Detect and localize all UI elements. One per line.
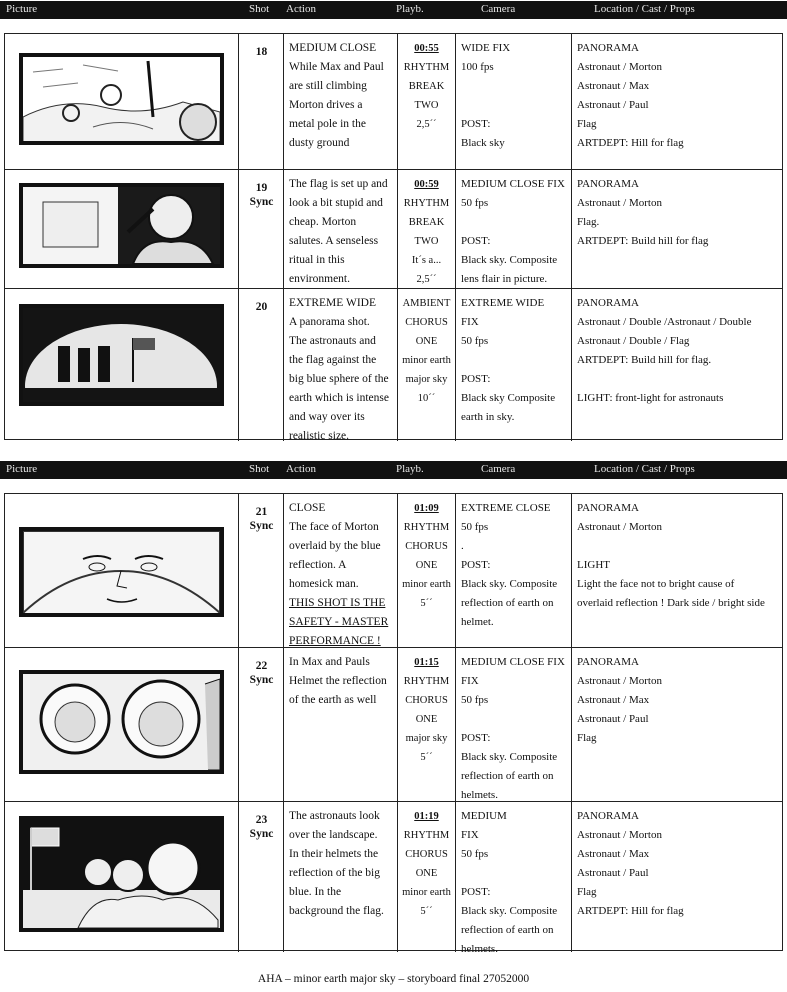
cell-line bbox=[461, 864, 567, 883]
camera-cell bbox=[455, 170, 571, 288]
cell-line bbox=[461, 351, 567, 370]
cell-line: big blue sphere of the bbox=[289, 373, 389, 385]
cell-line: POST: bbox=[461, 732, 491, 744]
shot-row bbox=[5, 34, 782, 169]
cell-line: reflection. A bbox=[289, 559, 347, 571]
cell-line: metal pole in the bbox=[289, 118, 366, 130]
cell-line: ARTDEPT: Hill for flag bbox=[577, 905, 684, 917]
cell-line: FIX bbox=[461, 829, 479, 841]
header-shot: Shot bbox=[249, 3, 270, 15]
cell-line: reflection of the big bbox=[289, 867, 381, 879]
cell-line: Flag bbox=[577, 118, 597, 130]
shot-number: 22 bbox=[255, 660, 268, 672]
header-playback: Playb. bbox=[396, 463, 424, 475]
cell-line: Astronaut / Morton bbox=[577, 829, 662, 841]
cell-line: PANORAMA bbox=[577, 178, 639, 190]
header-camera: Camera bbox=[481, 3, 516, 15]
cell-line: Black sky. Composite bbox=[461, 254, 558, 266]
cell-line: Astronaut / Max bbox=[577, 694, 650, 706]
shot-number: 18 bbox=[255, 46, 268, 58]
cell-line: The astronauts look bbox=[289, 810, 380, 822]
cell-line: PANORAMA bbox=[577, 656, 639, 668]
cell-line: While Max and Paul bbox=[289, 61, 384, 73]
cell-line: Astronaut / Paul bbox=[577, 867, 649, 879]
cell-line: Light the face not to bright cause of bbox=[577, 578, 735, 590]
shot-number-cell bbox=[238, 648, 283, 801]
playback-cell bbox=[397, 34, 455, 169]
cell-line: salutes. A senseless bbox=[289, 235, 379, 247]
cell-line: Astronaut / Morton bbox=[577, 675, 662, 687]
cell-line: ONE bbox=[415, 560, 438, 571]
cell-line: BREAK bbox=[408, 81, 445, 92]
cell-line: CHORUS bbox=[405, 541, 448, 552]
cell-line: realistic size. bbox=[289, 430, 350, 442]
shot-number: 21 bbox=[255, 506, 268, 518]
cell-line: RHYTHM bbox=[403, 522, 450, 533]
cell-line: RHYTHM bbox=[403, 830, 450, 841]
cell-line: POST: bbox=[461, 886, 491, 898]
cell-line: the flag against the bbox=[289, 354, 377, 366]
cell-line: RHYTHM bbox=[403, 62, 450, 73]
cell-line: In their helmets the bbox=[289, 848, 379, 860]
shot-number-cell bbox=[238, 170, 283, 288]
cell-line: helmets. bbox=[461, 943, 498, 955]
cell-line: WIDE FIX bbox=[461, 42, 511, 54]
face-close-up-sketch-icon bbox=[19, 527, 224, 617]
cell-line: blue. In the bbox=[289, 886, 342, 898]
cell-line: helmets. bbox=[461, 789, 498, 801]
cell-line: MEDIUM CLOSE FIX bbox=[461, 656, 565, 668]
cell-line: POST: bbox=[461, 235, 491, 247]
cell-line bbox=[577, 370, 780, 389]
cell-line: 5´´ bbox=[420, 906, 433, 917]
storyboard-section-1 bbox=[4, 33, 783, 440]
cell-line: Black sky. Composite bbox=[461, 905, 558, 917]
cell-line: reflection of earth on bbox=[461, 924, 554, 936]
cell-line: Flag. bbox=[577, 216, 600, 228]
cell-line: Astronaut / Double / Flag bbox=[577, 335, 690, 347]
action-cell bbox=[283, 289, 397, 441]
cell-line: Black sky Composite bbox=[461, 392, 556, 404]
document-footer: AHA – minor earth major sky – storyboard final 27052000 bbox=[257, 973, 530, 985]
sync-label: Sync bbox=[249, 828, 274, 840]
cell-line: BREAK bbox=[408, 217, 445, 228]
picture-cell bbox=[5, 170, 238, 288]
camera-cell bbox=[455, 494, 571, 647]
cell-line: ONE bbox=[415, 868, 438, 879]
cell-line: major sky bbox=[405, 733, 448, 744]
cell-line: EXTREME WIDE bbox=[289, 297, 376, 309]
cell-line: CHORUS bbox=[405, 695, 448, 706]
cell-line: AMBIENT bbox=[402, 298, 451, 309]
cell-line: Astronaut / Double /Astronaut / Double bbox=[577, 316, 752, 328]
cell-line: 10´´ bbox=[417, 393, 436, 404]
cell-line: minor earth bbox=[402, 355, 451, 366]
astronaut-saluting-sketch-icon bbox=[19, 183, 224, 268]
cell-line: major sky bbox=[405, 374, 448, 385]
shot-number: 23 bbox=[255, 814, 268, 826]
picture-cell bbox=[5, 494, 238, 647]
playback-cell bbox=[397, 289, 455, 441]
table-header-1 bbox=[0, 1, 787, 19]
cell-line: EXTREME CLOSE bbox=[461, 502, 551, 514]
cell-line: overlaid by the blue bbox=[289, 540, 381, 552]
cell-line: MEDIUM CLOSE FIX bbox=[461, 178, 565, 190]
location-cast-props-cell bbox=[571, 494, 784, 647]
cell-line bbox=[461, 77, 567, 96]
shot-number: 20 bbox=[255, 301, 268, 313]
cell-line: 2,5´´ bbox=[416, 274, 437, 285]
cell-line: 5´´ bbox=[420, 598, 433, 609]
header-action: Action bbox=[286, 463, 316, 475]
location-cast-props-cell bbox=[571, 802, 784, 952]
action-cell bbox=[283, 648, 397, 801]
header-camera: Camera bbox=[481, 463, 516, 475]
cell-line: It´s a... bbox=[411, 255, 442, 266]
location-cast-props-cell bbox=[571, 170, 784, 288]
header-action: Action bbox=[286, 3, 316, 15]
cell-line: PERFORMANCE ! bbox=[289, 635, 381, 647]
shot-row bbox=[5, 801, 782, 955]
cell-line: RHYTHM bbox=[403, 198, 450, 209]
cell-line: POST: bbox=[461, 118, 491, 130]
cell-line: minor earth bbox=[402, 887, 451, 898]
cell-line: ritual in this bbox=[289, 254, 345, 266]
timecode: 00:59 bbox=[414, 179, 439, 190]
cell-line: 50 fps bbox=[461, 197, 489, 209]
cell-line: over the landscape. bbox=[289, 829, 378, 841]
cell-line: A panorama shot. bbox=[289, 316, 370, 328]
cell-line: LIGHT: front-light for astronauts bbox=[577, 392, 724, 404]
timecode: 00:55 bbox=[414, 43, 439, 54]
cell-line: ONE bbox=[415, 714, 438, 725]
cell-line: TWO bbox=[414, 100, 439, 111]
playback-cell bbox=[397, 170, 455, 288]
three-astronauts-flag-sketch-icon bbox=[19, 816, 224, 932]
cell-line bbox=[461, 96, 567, 115]
header-shot: Shot bbox=[249, 463, 270, 475]
cell-line: minor earth bbox=[402, 579, 451, 590]
shot-row bbox=[5, 169, 782, 288]
playback-cell bbox=[397, 648, 455, 801]
cell-line: Astronaut / Paul bbox=[577, 713, 649, 725]
cell-line: reflection of earth on bbox=[461, 770, 554, 782]
cell-line: SAFETY - MASTER bbox=[289, 616, 389, 628]
cell-line: In Max and Pauls bbox=[289, 656, 370, 668]
shot-row bbox=[5, 647, 782, 801]
cell-line: ARTDEPT: Hill for flag bbox=[577, 137, 684, 149]
action-cell bbox=[283, 494, 397, 647]
cell-line: Flag bbox=[577, 886, 597, 898]
cell-line: lens flair in picture. bbox=[461, 273, 548, 285]
cell-line: CHORUS bbox=[405, 317, 448, 328]
cell-line: Morton drives a bbox=[289, 99, 363, 111]
cell-line: and way over its bbox=[289, 411, 365, 423]
cell-line: FIX bbox=[461, 316, 479, 328]
cell-line: helmet. bbox=[461, 616, 494, 628]
cell-line: look a bit stupid and bbox=[289, 197, 383, 209]
cell-line: LIGHT bbox=[577, 559, 610, 571]
picture-cell bbox=[5, 802, 238, 952]
cell-line: The face of Morton bbox=[289, 521, 379, 533]
cell-line: ARTDEPT: Build hill for flag bbox=[577, 235, 709, 247]
cell-line: TWO bbox=[414, 236, 439, 247]
header-picture: Picture bbox=[6, 3, 38, 15]
earth-panorama-sketch-icon bbox=[19, 304, 224, 406]
cell-line: earth which is intense bbox=[289, 392, 389, 404]
cell-line: 2,5´´ bbox=[416, 119, 437, 130]
picture-cell bbox=[5, 648, 238, 801]
astronauts-climbing-pole-sketch-icon bbox=[19, 53, 224, 145]
action-cell bbox=[283, 34, 397, 169]
table-header-2 bbox=[0, 461, 787, 479]
cell-line: homesick man. bbox=[289, 578, 359, 590]
action-cell bbox=[283, 170, 397, 288]
cell-line: of the earth as well bbox=[289, 694, 377, 706]
timecode: 01:19 bbox=[414, 811, 439, 822]
sync-label: Sync bbox=[249, 196, 274, 208]
cell-line: MEDIUM bbox=[461, 810, 507, 822]
storyboard-section-2 bbox=[4, 493, 783, 955]
cell-line: 5´´ bbox=[420, 752, 433, 763]
timecode: 01:09 bbox=[414, 503, 439, 514]
cell-line: 50 fps bbox=[461, 694, 489, 706]
cell-line: cheap. Morton bbox=[289, 216, 357, 228]
cell-line bbox=[461, 213, 567, 232]
cell-line: 100 fps bbox=[461, 61, 494, 73]
playback-cell bbox=[397, 494, 455, 647]
cell-line: background the flag. bbox=[289, 905, 384, 917]
cell-line: PANORAMA bbox=[577, 810, 639, 822]
cell-line: POST: bbox=[461, 373, 491, 385]
cell-line: Black sky bbox=[461, 137, 505, 149]
playback-cell bbox=[397, 802, 455, 952]
cell-line: THIS SHOT IS THE bbox=[289, 597, 386, 609]
cell-line: environment. bbox=[289, 273, 350, 285]
two-helmets-sketch-icon bbox=[19, 670, 224, 774]
header-location: Location / Cast / Props bbox=[594, 3, 695, 15]
cell-line: Helmet the reflection bbox=[289, 675, 387, 687]
cell-line: Astronaut / Morton bbox=[577, 197, 662, 209]
camera-cell bbox=[455, 34, 571, 169]
location-cast-props-cell bbox=[571, 648, 784, 801]
location-cast-props-cell bbox=[571, 289, 784, 441]
cell-line: overlaid reflection ! Dark side / bright side bbox=[577, 597, 765, 609]
cell-line: Astronaut / Max bbox=[577, 80, 650, 92]
cell-line: RHYTHM bbox=[403, 676, 450, 687]
shot-number-cell bbox=[238, 289, 283, 441]
cell-line: dusty ground bbox=[289, 137, 350, 149]
cell-line bbox=[461, 710, 567, 729]
cell-line: Flag bbox=[577, 732, 597, 744]
cell-line: FIX bbox=[461, 675, 479, 687]
timecode: 01:15 bbox=[414, 657, 439, 668]
sync-label: Sync bbox=[249, 520, 274, 532]
cell-line: Astronaut / Morton bbox=[577, 521, 662, 533]
cell-line: Black sky. Composite bbox=[461, 578, 558, 590]
cell-line: PANORAMA bbox=[577, 502, 639, 514]
shot-number-cell bbox=[238, 34, 283, 169]
sync-label: Sync bbox=[249, 674, 274, 686]
cell-line: The astronauts and bbox=[289, 335, 376, 347]
cell-line: ONE bbox=[415, 336, 438, 347]
shot-number-cell bbox=[238, 802, 283, 952]
camera-cell bbox=[455, 289, 571, 441]
shot-row bbox=[5, 494, 782, 647]
action-cell bbox=[283, 802, 397, 952]
cell-line: MEDIUM CLOSE bbox=[289, 42, 377, 54]
cell-line: earth in sky. bbox=[461, 411, 515, 423]
location-cast-props-cell bbox=[571, 34, 784, 169]
header-location: Location / Cast / Props bbox=[594, 463, 695, 475]
cell-line: POST: bbox=[461, 559, 491, 571]
cell-line: The flag is set up and bbox=[289, 178, 388, 190]
shot-row bbox=[5, 288, 782, 441]
cell-line: CHORUS bbox=[405, 849, 448, 860]
cell-line: are still climbing bbox=[289, 80, 367, 92]
picture-cell bbox=[5, 289, 238, 441]
cell-line: 50 fps bbox=[461, 335, 489, 347]
cell-line: 50 fps bbox=[461, 521, 489, 533]
cell-line bbox=[577, 537, 780, 556]
cell-line: Astronaut / Paul bbox=[577, 99, 649, 111]
cell-line: Black sky. Composite bbox=[461, 751, 558, 763]
cell-line: PANORAMA bbox=[577, 297, 639, 309]
camera-cell bbox=[455, 648, 571, 801]
shot-number-cell bbox=[238, 494, 283, 647]
cell-line: 50 fps bbox=[461, 848, 489, 860]
shot-number: 19 bbox=[255, 182, 268, 194]
cell-line: reflection of earth on bbox=[461, 597, 554, 609]
header-picture: Picture bbox=[6, 463, 38, 475]
header-playback: Playb. bbox=[396, 3, 424, 15]
cell-line: PANORAMA bbox=[577, 42, 639, 54]
picture-cell bbox=[5, 34, 238, 169]
cell-line: Astronaut / Max bbox=[577, 848, 650, 860]
cell-line: CLOSE bbox=[289, 502, 326, 514]
cell-line: ARTDEPT: Build hill for flag. bbox=[577, 354, 712, 366]
cell-line: Astronaut / Morton bbox=[577, 61, 662, 73]
cell-line: . bbox=[461, 540, 464, 552]
camera-cell bbox=[455, 802, 571, 955]
cell-line: EXTREME WIDE bbox=[461, 297, 545, 309]
